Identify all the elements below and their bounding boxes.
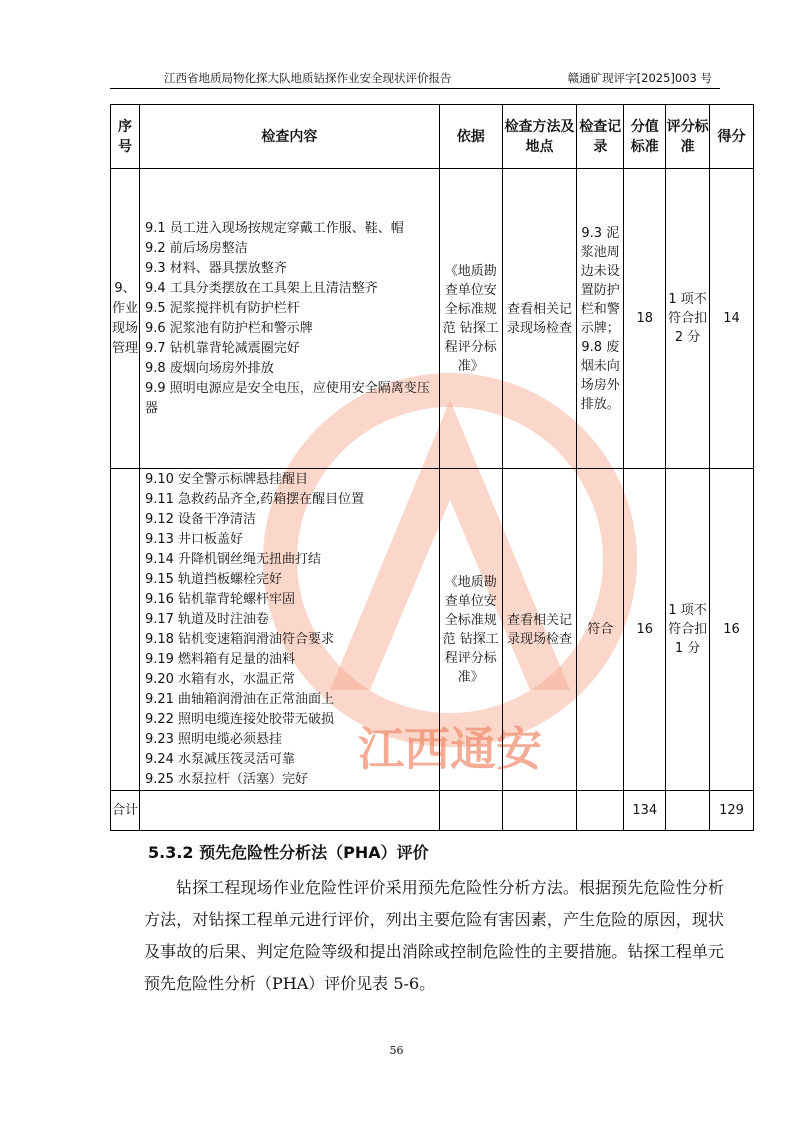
section-title: 5.3.2 预先危险性分析法（PHA）评价 [148,843,429,862]
check-item: 9.4 工具分类摆放在工具架上且清洁整齐 [144,280,378,296]
total-score-standard: 134 [624,791,666,831]
row-method: 查看相关记录现场检查 [502,469,577,791]
check-item: 9.22 照明电缆连接处胶带无破损 [144,711,335,727]
table-row [111,169,754,469]
row-eval-standard: 1 项不符合扣 1 分 [666,469,710,791]
row-score: 14 [710,169,754,469]
header-title: 江西省地质局物化探大队地质钻探作业安全现状评价报告 [164,71,452,85]
header-seq: 序号 [111,105,140,169]
row-seq [111,469,140,791]
total-empty [666,791,710,831]
check-item: 9.15 轨道挡板螺栓完好 [144,571,283,587]
total-score: 129 [710,791,754,831]
check-item: 9.13 井口板盖好 [144,531,244,547]
body-paragraph: 钻探工程现场作业危险性评价采用预先危险性分析方法。根据预先危险性分析方法，对钻探工程单元进行评价，列出主要危险有害因素，产生危险的原因，现状及事故的后果、判定危险等级和提出消除或控制危险性的主要措施。钻探工程单元预先危险性分析（PHA）评价见表 5-6。 [144,878,724,993]
check-items-list [140,219,439,419]
check-item: 9.11 急救药品齐全,药箱摆在醒目位置 [144,491,365,507]
check-item: 9.7 钻机靠背轮减震圈完好 [144,340,300,356]
check-item: 9.6 泥浆池有防护栏和警示牌 [144,320,313,336]
row-record: 符合 [577,469,624,791]
header-method: 检查方法及地点 [502,105,577,169]
header-doc-number: 赣通矿现评字[2025]003 号 [567,71,712,85]
table-row [111,469,754,791]
check-item: 9.19 燃料箱有足量的油料 [144,651,296,667]
check-items-list [140,470,439,790]
check-item: 9.1 员工进入现场按规定穿戴工作服、鞋、帽 [144,220,404,236]
check-item: 9.10 安全警示标牌悬挂醒目 [144,471,309,487]
row-basis: 《地质勘查单位安全标准规范 钻探工程评分标准》 [439,469,502,791]
watermark-text: 江西通安 [358,722,542,776]
row-score: 16 [710,469,754,791]
row-score-standard: 18 [624,169,666,469]
row-basis: 《地质勘查单位安全标准规范 钻探工程评分标准》 [439,169,502,469]
row-items [139,169,439,469]
table-header-row [111,105,754,169]
header-record: 检查记录 [577,105,624,169]
check-item: 9.5 泥浆搅拌机有防护栏杆 [144,300,300,316]
row-seq: 9、作业现场管理 [111,169,140,469]
check-item: 9.25 水泵拉杆（活塞）完好 [144,771,309,787]
total-empty [502,791,577,831]
header-eval-standard: 评分标准 [666,105,710,169]
page-number: 56 [389,1044,404,1057]
header-content: 检查内容 [139,105,439,169]
check-item: 9.9 照明电源应是安全电压，应使用安全隔离变压器 [144,380,430,416]
row-items [139,469,439,791]
row-record: 9.3 泥浆池周边未设置防护栏和警示牌；9.8 废烟未向场房外排放。 [577,169,624,469]
check-item: 9.23 照明电缆必须悬挂 [144,731,283,747]
check-item: 9.16 钻机靠背轮螺杆牢固 [144,591,296,607]
check-table [110,104,754,831]
header-basis: 依据 [439,105,502,169]
check-item: 9.2 前后场房整洁 [144,240,248,256]
page-header [110,70,720,89]
check-item: 9.20 水箱有水，水温正常 [144,671,296,687]
check-item: 9.14 升降机钢丝绳无扭曲打结 [144,551,322,567]
check-item: 9.8 废烟向场房外排放 [144,360,274,376]
check-item: 9.12 设备干净清洁 [144,511,257,527]
header-score-standard: 分值标准 [624,105,666,169]
check-item: 9.17 轨道及时注油卷 [144,611,270,627]
total-empty [577,791,624,831]
check-item: 9.18 钻机变速箱润滑油符合要求 [144,631,335,647]
total-empty [139,791,439,831]
row-method: 查看相关记录现场检查 [502,169,577,469]
check-item: 9.3 材料、器具摆放整齐 [144,260,287,276]
row-score-standard: 16 [624,469,666,791]
check-item: 9.21 曲轴箱润滑油在正常油面上 [144,691,335,707]
total-empty [439,791,502,831]
check-item: 9.24 水泵减压筏灵活可靠 [144,751,296,767]
header-score: 得分 [710,105,754,169]
row-eval-standard: 1 项不符合扣 2 分 [666,169,710,469]
total-label: 合计 [111,791,140,831]
table-total-row [111,791,754,831]
